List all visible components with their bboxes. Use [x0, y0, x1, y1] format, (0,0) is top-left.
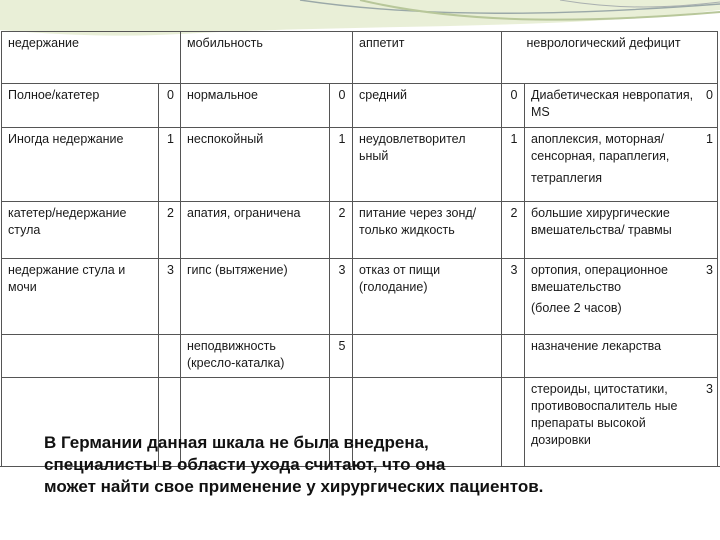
table-row [2, 335, 718, 378]
score-cell: 5 [330, 335, 353, 378]
appetite-cell: средний [353, 84, 502, 128]
header-spacer [159, 32, 181, 84]
incontinence-cell: катетер/недержание стула [2, 202, 159, 259]
score-cell: 2 [502, 202, 525, 259]
table-row [2, 84, 718, 128]
appetite-cell: отказ от пищи (голодание) [353, 259, 502, 335]
score-cell: 1 [502, 128, 525, 202]
header-row [2, 32, 718, 84]
neuro-cell [525, 259, 698, 335]
neuro-cell: большие хирургические вмешательства/ травмы [525, 202, 698, 259]
caption-text [44, 432, 704, 498]
appetite-cell: неудовлетворител ьный [353, 128, 502, 202]
header-spacer [698, 32, 718, 84]
mobility-cell: неподвижность (кресло-каталка) [181, 335, 330, 378]
score-cell: 3 [698, 259, 718, 335]
score-cell: 0 [698, 84, 718, 128]
score-cell: 3 [698, 378, 718, 466]
score-cell: 2 [159, 202, 181, 259]
neuro-cell: назначение лекарства [525, 335, 698, 378]
score-cell: 1 [698, 128, 718, 202]
score-cell: 3 [330, 259, 353, 335]
assessment-scale-table [1, 31, 718, 466]
appetite-cell [353, 335, 502, 378]
mobility-cell: неспокойный [181, 128, 330, 202]
score-cell [698, 202, 718, 259]
caption-line: специалисты в области ухода считают, что она [44, 455, 446, 474]
mobility-cell: гипс (вытяжение) [181, 259, 330, 335]
mobility-cell: нормальное [181, 84, 330, 128]
score-cell: 0 [330, 84, 353, 128]
neuro-cell: стероиды, цитостатики, противовоспалитель ные препараты высокой дозировки [525, 378, 698, 466]
caption-line: В Германии данная шкала не была внедрена, [44, 433, 429, 452]
header-spacer [502, 32, 525, 84]
table-row [2, 128, 718, 202]
score-cell [698, 335, 718, 378]
neuro-cell [525, 128, 698, 202]
neuro-text: апоплексия, моторная/сенсорная, параплегия, [531, 132, 670, 163]
score-cell: 2 [330, 202, 353, 259]
score-cell: 3 [502, 259, 525, 335]
header-neuro: неврологический дефицит [525, 32, 698, 84]
header-spacer [330, 32, 353, 84]
score-cell: 3 [159, 259, 181, 335]
score-cell [502, 335, 525, 378]
appetite-cell: питание через зонд/только жидкость [353, 202, 502, 259]
table-row [2, 202, 718, 259]
neuro-text: ортопия, операционное вмешательство [531, 263, 669, 294]
header-incontinence: недержание [2, 32, 159, 84]
score-cell: 0 [159, 84, 181, 128]
incontinence-cell [2, 335, 159, 378]
incontinence-cell: Иногда недержание [2, 128, 159, 202]
score-cell [159, 335, 181, 378]
neuro-text-extra: тетраплегия [531, 171, 603, 185]
score-cell: 1 [330, 128, 353, 202]
neuro-text-extra: (более 2 часов) [531, 301, 622, 315]
caption-line: может найти свое применение у хирургических пациентов. [44, 477, 544, 496]
table-row [2, 259, 718, 335]
incontinence-cell: недержание стула и мочи [2, 259, 159, 335]
header-mobility: мобильность [181, 32, 330, 84]
neuro-cell: Диабетическая невропатия, MS [525, 84, 698, 128]
score-cell: 0 [502, 84, 525, 128]
score-cell: 1 [159, 128, 181, 202]
header-appetite: аппетит [353, 32, 502, 84]
mobility-cell: апатия, ограничена [181, 202, 330, 259]
incontinence-cell: Полное/катетер [2, 84, 159, 128]
